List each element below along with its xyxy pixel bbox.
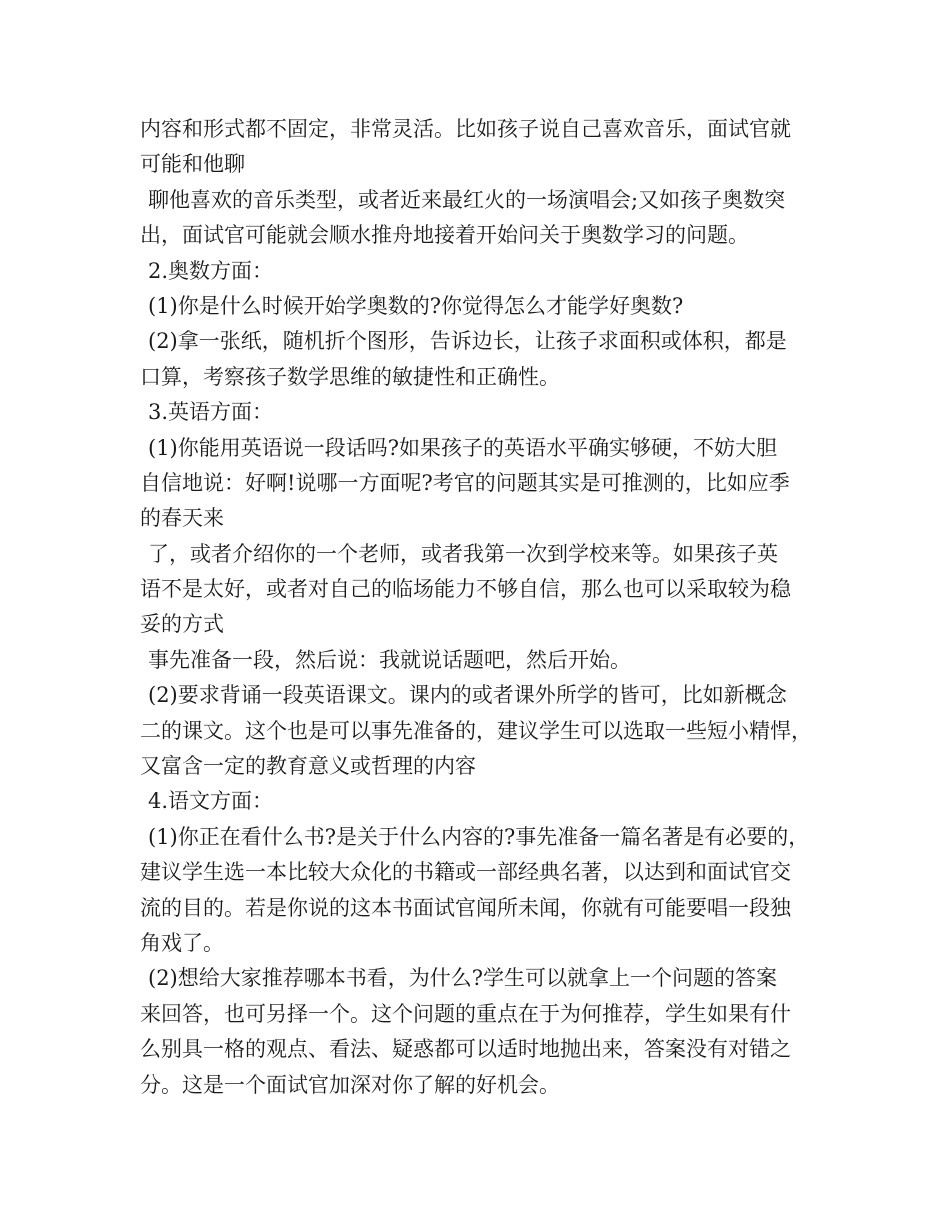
text-line: 的春天来 — [140, 506, 224, 531]
text-line: 妥的方式 — [140, 612, 224, 637]
text-line: 角戏了。 — [140, 930, 224, 955]
text-line: 内容和形式都不固定，非常灵活。比如孩子说自己喜欢音乐，面试官就 — [140, 117, 791, 141]
text-line: (2)想给大家推荐哪本书看，为什么?学生可以就拿上一个问题的答案 — [148, 966, 778, 991]
text-line: 事先准备一段，然后说：我就说话题吧，然后开始。 — [148, 647, 631, 672]
text-line: (2)要求背诵一段英语课文。课内的或者课外所学的皆可，比如新概念 — [148, 683, 787, 708]
text-line: 么别具一格的观点、看法、疑惑都可以适时地抛出来，答案没有对错之 — [140, 1037, 791, 1062]
text-line: 流的目的。若是你说的这本书面试官闻所未闻，你就有可能要唱一段独 — [140, 895, 791, 920]
text-line: 自信地说：好啊!说哪一方面呢?考官的问题其实是可推测的，比如应季 — [140, 470, 790, 495]
text-line: 聊他喜欢的音乐类型，或者近来最红火的一场演唱会;又如孩子奥数突 — [148, 187, 786, 212]
text-line: 了，或者介绍你的一个老师，或者我第一次到学校来等。如果孩子英 — [148, 541, 778, 566]
text-line: 来回答，也可另择一个。这个问题的重点在于为何推荐，学生如果有什 — [140, 1001, 791, 1026]
section-heading-english: 3.英语方面： — [148, 400, 274, 425]
text-line: 口算，考察孩子数学思维的敏捷性和正确性。 — [140, 364, 560, 389]
section-heading-chinese: 4.语文方面： — [148, 789, 274, 814]
text-line: (1)你是什么时候开始学奥数的?你觉得怎么才能学好奥数? — [148, 293, 684, 318]
text-line: 出，面试官可能就会顺水推舟地接着开始问关于奥数学习的问题。 — [140, 223, 749, 248]
document-body — [140, 112, 820, 1103]
text-line: (1)你正在看什么书?是关于什么内容的?事先准备一篇名著是有必要的， — [148, 824, 810, 849]
text-line: 可能和他聊 — [140, 152, 245, 177]
text-line: 分。这是一个面试官加深对你了解的好机会。 — [140, 1072, 560, 1097]
section-heading-math: 2.奥数方面： — [148, 258, 274, 283]
text-line: (2)拿一张纸，随机折个图形，告诉边长，让孩子求面积或体积，都是 — [148, 329, 787, 354]
text-line: 又富含一定的教育意义或哲理的内容 — [140, 754, 476, 779]
text-line: 建议学生选一本比较大众化的书籍或一部经典名著，以达到和面试官交 — [140, 860, 791, 885]
text-line: 二的课文。这个也是可以事先准备的，建议学生可以选取一些短小精悍， — [140, 718, 812, 743]
text-line: (1)你能用英语说一段话吗?如果孩子的英语水平确实够硬，不妨大胆 — [148, 435, 778, 460]
text-line: 语不是太好，或者对自己的临场能力不够自信，那么也可以采取较为稳 — [140, 577, 791, 602]
